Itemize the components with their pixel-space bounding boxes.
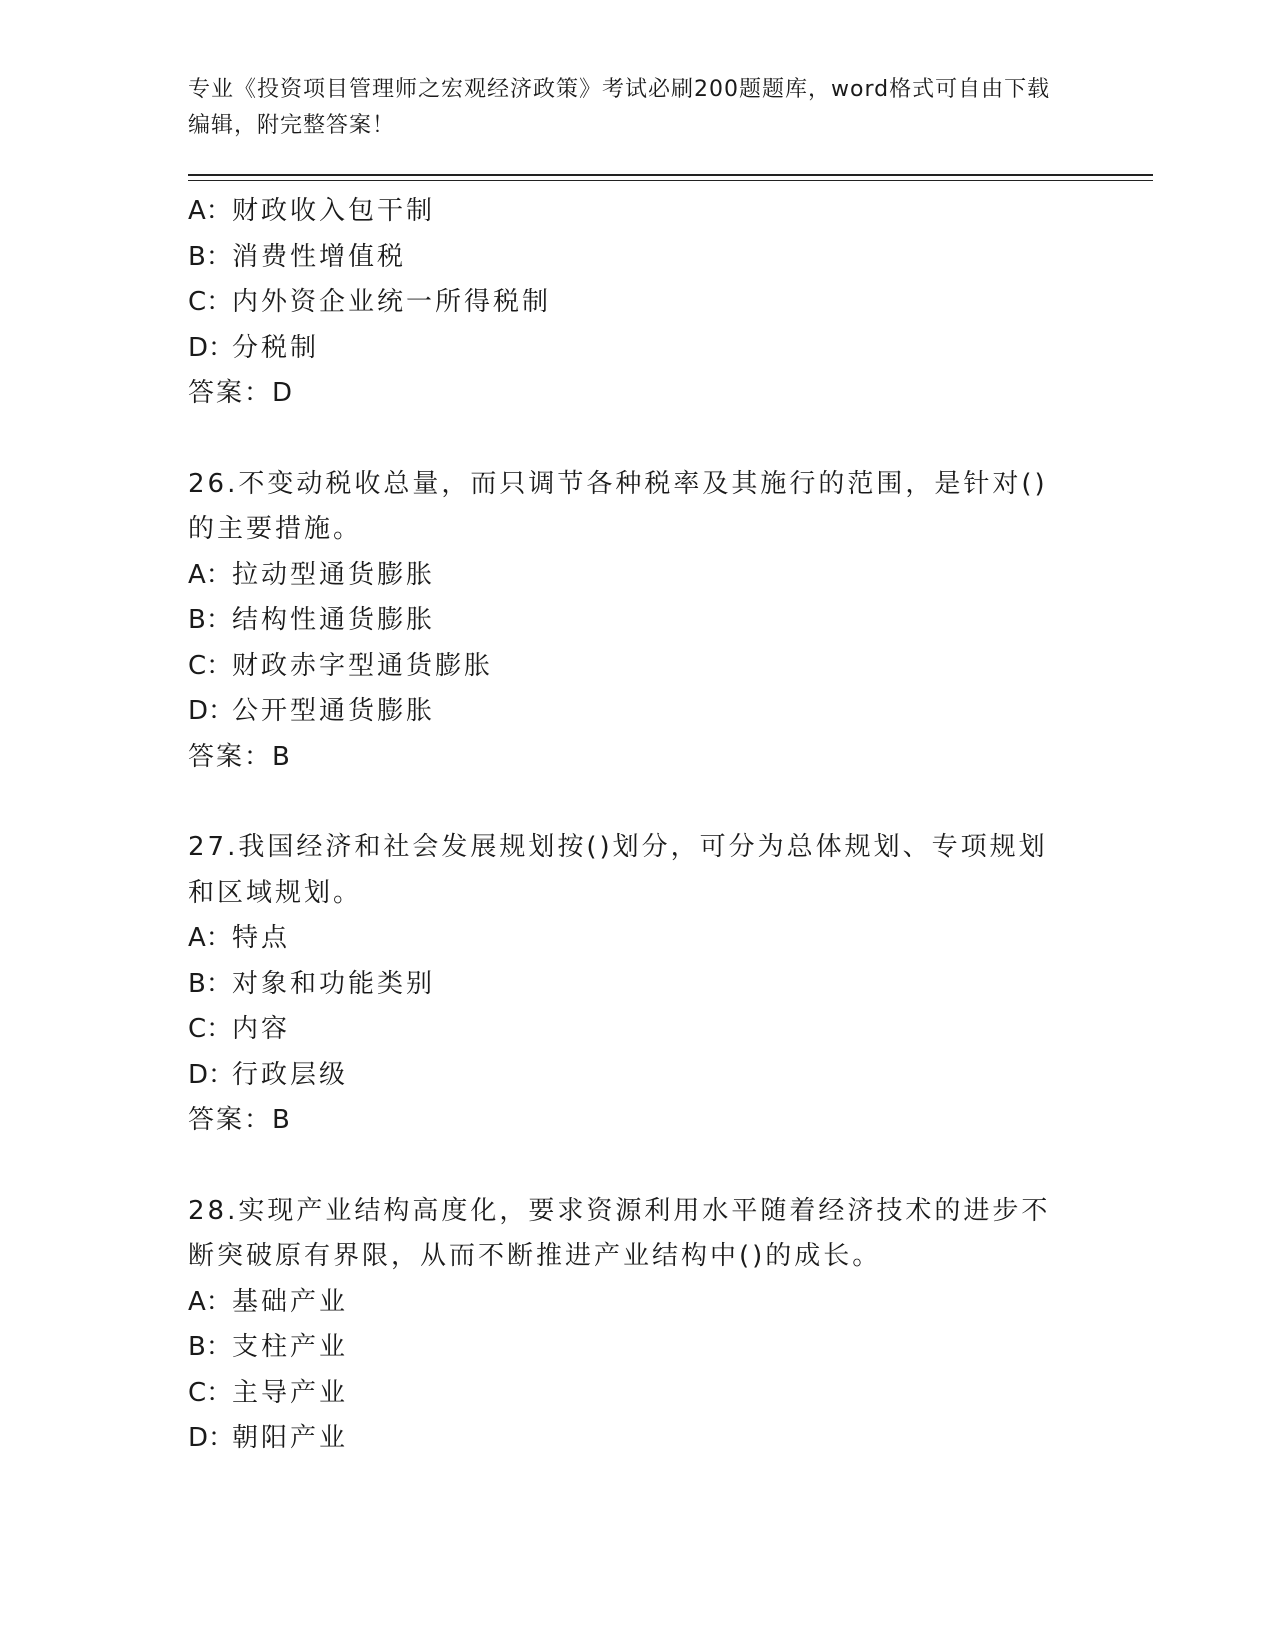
option-c: C：内容: [188, 1014, 291, 1044]
question-text: 28.实现产业结构高度化，要求资源利用水平随着经济技术的进步不断突破原有界限，从而不断推进产业结构中()的成长。: [188, 1195, 1051, 1271]
option-b: B：支柱产业: [188, 1332, 349, 1362]
option-b: B：消费性增值税: [188, 241, 407, 272]
question-text: 27.我国经济和社会发展规划按()划分，可分为总体规划、专项规划和区域规划。: [188, 832, 1048, 908]
answer: 答案：B: [188, 1105, 292, 1135]
option-c: C：内外资企业统一所得税制: [188, 287, 552, 317]
question-26: [188, 462, 1148, 781]
document-page: [188, 72, 1148, 1462]
option-b: B：结构性通货膨胀: [188, 605, 436, 635]
option-a: A：财政收入包干制: [188, 196, 436, 226]
answer: 答案：D: [188, 378, 295, 408]
option-a: A：拉动型通货膨胀: [188, 559, 436, 590]
option-d: D：朝阳产业: [188, 1423, 349, 1453]
header-divider: [188, 174, 1153, 181]
option-b: B：对象和功能类别: [188, 968, 436, 999]
option-c: C：财政赤字型通货膨胀: [188, 650, 494, 681]
option-a: A：基础产业: [188, 1286, 349, 1317]
question-27: [188, 825, 1148, 1144]
option-d: D：分税制: [188, 332, 320, 363]
option-a: A：特点: [188, 923, 291, 953]
answer: 答案：B: [188, 741, 292, 772]
option-c: C：主导产业: [188, 1377, 349, 1408]
option-d: D：公开型通货膨胀: [188, 696, 436, 726]
question-text: 26.不变动税收总量，而只调节各种税率及其施行的范围，是针对()的主要措施。: [188, 468, 1048, 544]
question-25-continued: [188, 189, 1148, 417]
question-list: [188, 189, 1148, 1462]
document-header: 专业《投资项目管理师之宏观经济政策》考试必刷200题题库，word格式可自由下载编辑，附完整答案！: [188, 77, 1051, 138]
question-28: [188, 1189, 1148, 1462]
option-d: D：行政层级: [188, 1059, 349, 1090]
